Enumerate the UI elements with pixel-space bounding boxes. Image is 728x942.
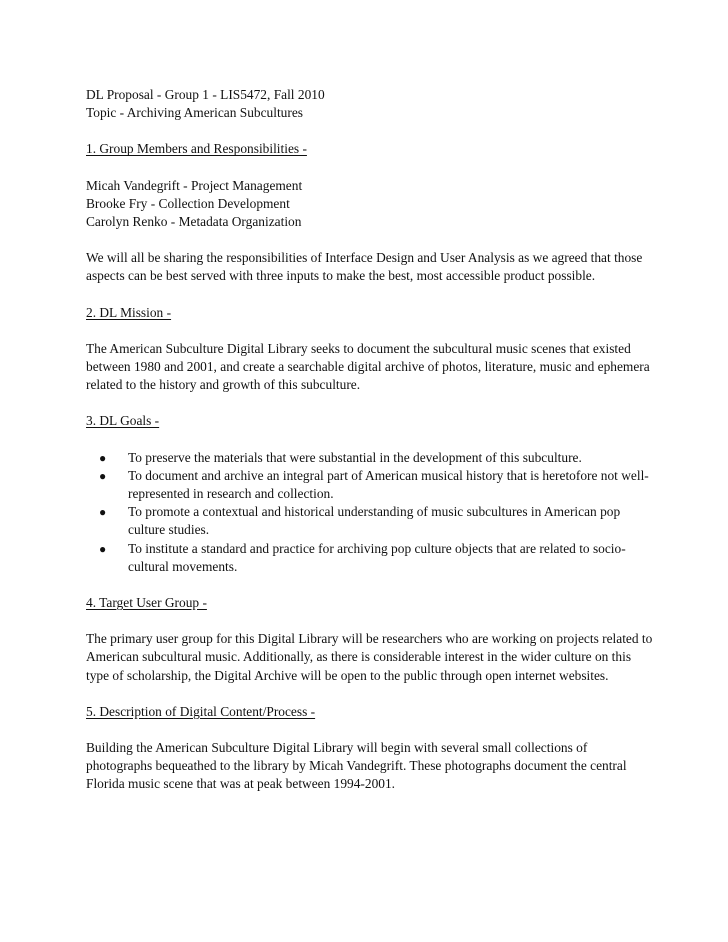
member-line: Brooke Fry - Collection Development [86,195,290,211]
bullet-icon: ● [99,468,107,483]
bullet-icon: ● [99,505,107,520]
list-item [99,467,656,503]
proposal-topic: Topic - Archiving American Subcultures [86,105,303,121]
section-heading-target-users: 4. Target User Group - [86,595,207,611]
member-line: Micah Vandegrift - Project Management [86,177,303,193]
list-item [99,503,656,539]
digital-content-paragraph: Building the American Subculture Digital Library will begin with several small collections of photographs bequeathed to the library by Micah Vandegrift. These photographs document the central Florida music scene that was at peak between 1994-2001. [86,740,627,792]
goal-text: To institute a standard and practice for archiving pop culture objects that are related to socio-cultural movements. [128,540,626,574]
goals-list [86,449,656,576]
proposal-title: DL Proposal - Group 1 - LIS5472, Fall 2010 [86,87,325,102]
responsibilities-paragraph: We will all be sharing the responsibilities of Interface Design and User Analysis as we agreed that those aspects can be best served with three inputs to make the best, most accessible product possible. [86,250,643,284]
section-heading-mission: 2. DL Mission - [86,304,172,320]
goal-text: To preserve the materials that were substantial in the development of this subculture. [128,449,582,465]
bullet-icon: ● [99,541,107,556]
section-heading-digital-content: 5. Description of Digital Content/Process - [86,703,316,719]
goal-text: To document and archive an integral part of American musical history that is heretofore not well-represented in research and collection. [128,467,649,502]
section-heading-goals: 3. DL Goals - [86,413,160,429]
list-item [99,449,656,467]
target-users-paragraph: The primary user group for this Digital Library will be researchers who are working on projects related to American subcultural music. Additionally, as there is considerable interest in the wider culture on this type of scholarship, the Digital Archive will be open to the public through open internet websites. [86,631,653,683]
section-heading-members: 1. Group Members and Responsibilities - [86,141,307,157]
member-line: Carolyn Renko - Metadata Organization [86,214,302,230]
document-page [86,86,656,794]
list-item [99,540,656,576]
goal-text: To promote a contextual and historical understanding of music subcultures in American pop culture studies. [128,504,621,538]
mission-paragraph: The American Subculture Digital Library seeks to document the subcultural music scenes that existed between 1980 and 2001, and create a searchable digital archive of photos, literature, music and ephemera related to the history and growth of this subculture. [86,340,650,393]
bullet-icon: ● [99,450,107,465]
